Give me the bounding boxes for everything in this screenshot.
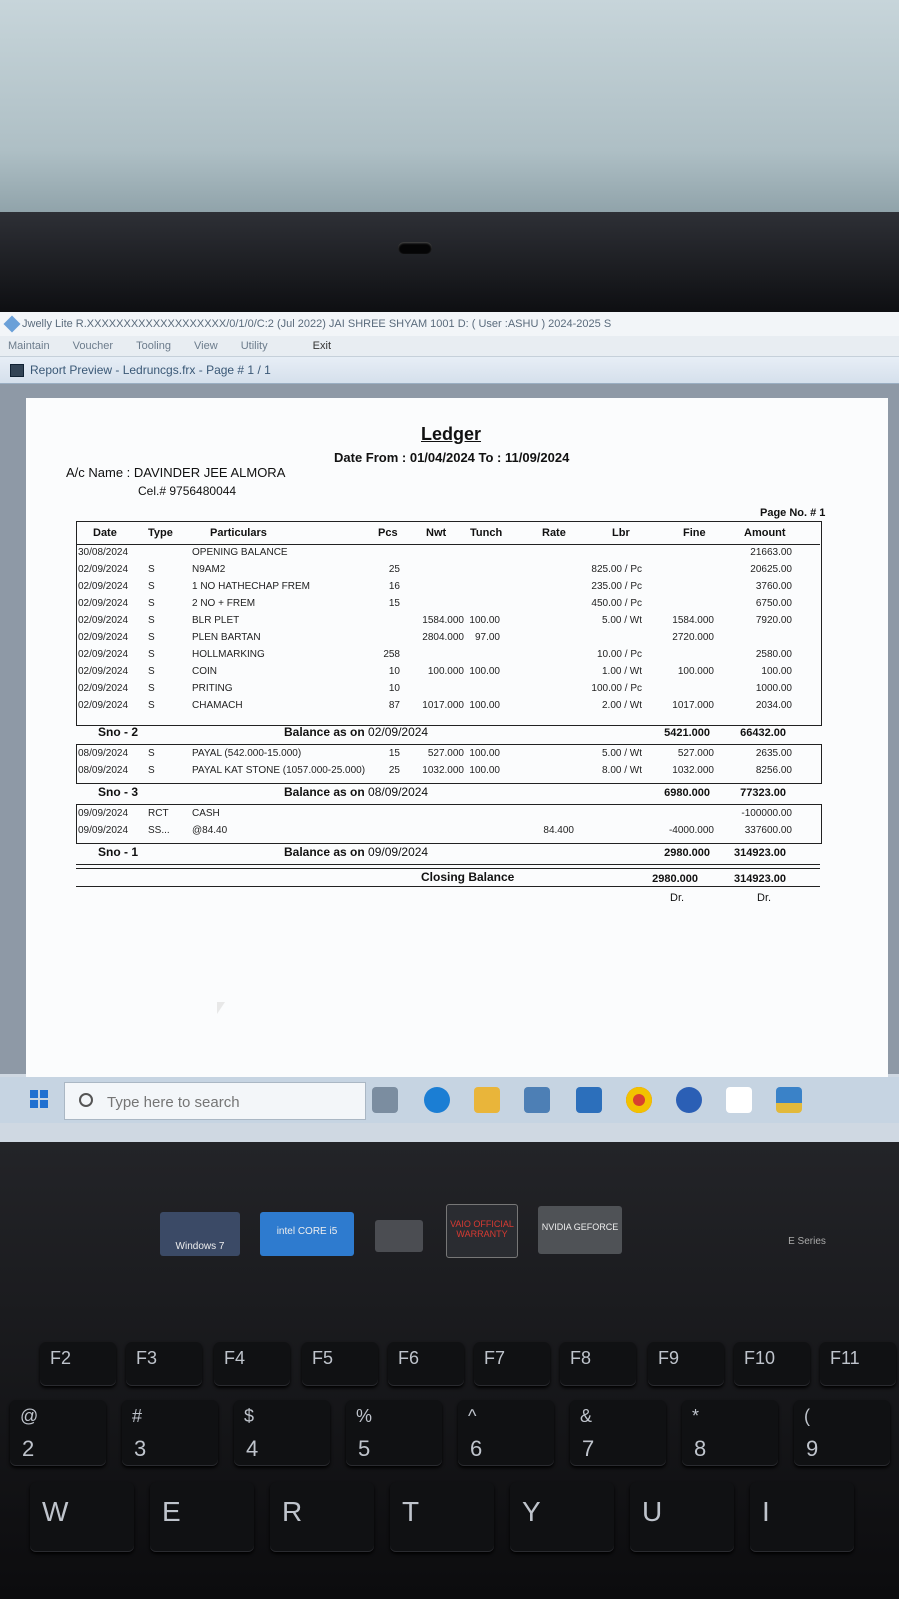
taskbar-wrap <box>0 1077 899 1123</box>
ledger-cell-date: 02/09/2024 <box>78 649 129 660</box>
report-heading: Ledger <box>421 424 482 444</box>
ledger-cell-amount: 2635.00 <box>755 748 792 759</box>
ledger-cell-date: 09/09/2024 <box>78 825 129 836</box>
key-label: E <box>162 1496 181 1527</box>
closing-amount: 314923.00 <box>734 873 786 885</box>
column-header-fine: Fine <box>683 527 706 539</box>
ledger-cell-tunch: 100.00 <box>469 765 500 776</box>
e-series-label: E Series <box>788 1236 826 1247</box>
key-7 <box>570 1400 666 1466</box>
ledger-cell-amount: 1000.00 <box>755 683 792 694</box>
balance-date: 09/09/2024 <box>368 845 429 859</box>
ledger-table-group-3 <box>76 804 822 844</box>
key-label: U <box>642 1496 663 1527</box>
key-5 <box>346 1400 442 1466</box>
ledger-cell-particulars: PLEN BARTAN <box>192 632 261 643</box>
key-y <box>510 1482 614 1552</box>
balance-amount: 77323.00 <box>740 787 786 799</box>
menu-exit[interactable]: Exit <box>312 340 332 352</box>
chrome-icon[interactable] <box>626 1087 652 1113</box>
key-label: I <box>762 1496 770 1527</box>
ledger-cell-nwt: 2804.000 <box>422 632 464 643</box>
ledger-cell-pcs: 25 <box>388 765 400 776</box>
file-explorer-icon[interactable] <box>474 1087 500 1113</box>
media-player-icon[interactable] <box>676 1087 702 1113</box>
ledger-cell-tunch: 100.00 <box>469 748 500 759</box>
menu-utility[interactable]: Utility <box>240 340 268 352</box>
app-title: Jwelly Lite R.XXXXXXXXXXXXXXXXXXX/0/1/0/C:2 (Jul 2022) JAI SHREE SHYAM 1001 D: ( User :ASHU ) 2024-2025 S <box>22 318 612 330</box>
key-label: F4 <box>224 1348 246 1368</box>
ledger-cell-type: S <box>148 581 155 592</box>
menu-view[interactable]: View <box>194 340 218 352</box>
ledger-cell-nwt: 100.000 <box>427 666 464 677</box>
ledger-cell-date: 02/09/2024 <box>78 564 129 575</box>
balance-amount: 66432.00 <box>740 727 786 739</box>
key-4 <box>234 1400 330 1466</box>
closing-top-rule <box>76 864 820 865</box>
ledger-cell-amount: 3760.00 <box>755 581 792 592</box>
closing-bottom-rule <box>76 886 820 887</box>
sno-label: Sno - 1 <box>98 845 139 859</box>
ledger-cell-type: S <box>148 598 155 609</box>
ledger-cell-pcs: 258 <box>383 649 400 660</box>
column-header-particulars: Particulars <box>210 527 267 539</box>
key-f5 <box>302 1342 378 1386</box>
ledger-cell-particulars: 1 NO HATHECHAP FREM <box>192 581 310 592</box>
ledger-cell-date: 02/09/2024 <box>78 632 129 643</box>
ledger-cell-amount: 6750.00 <box>755 598 792 609</box>
key-shift-label: # <box>132 1406 143 1426</box>
key-f6 <box>388 1342 464 1386</box>
ledger-cell-particulars: CASH <box>192 808 220 819</box>
ledger-cell-nwt: 1017.000 <box>422 700 464 711</box>
ledger-cell-pcs: 15 <box>388 748 400 759</box>
key-label: F2 <box>50 1348 72 1368</box>
balance-amount: 314923.00 <box>734 847 786 859</box>
report-page <box>26 398 888 1083</box>
menu-voucher[interactable]: Voucher <box>72 340 114 352</box>
ledger-cell-fine: 527.000 <box>677 748 714 759</box>
ledger-cell-type: S <box>148 564 155 575</box>
ledger-cell-lbr: 100.00 / Pc <box>591 683 642 694</box>
ledger-cell-nwt: 1584.000 <box>422 615 464 626</box>
ledger-cell-type: S <box>148 748 155 759</box>
report-window-icon <box>10 364 24 377</box>
ledger-cell-nwt: 527.000 <box>427 748 464 759</box>
key-label: T <box>402 1496 420 1527</box>
ledger-cell-pcs: 10 <box>388 666 400 677</box>
ledger-cell-type: S <box>148 683 155 694</box>
page-number: Page No. # 1 <box>760 507 826 519</box>
ledger-cell-particulars: PAYAL KAT STONE (1057.000-25.000) <box>192 765 366 776</box>
app-menubar <box>0 336 899 357</box>
key-shift-label: % <box>356 1406 373 1426</box>
key-shift-label: & <box>580 1406 593 1426</box>
energy-star-sticker <box>375 1220 423 1252</box>
ledger-cell-lbr: 2.00 / Wt <box>601 700 642 711</box>
key-f9 <box>648 1342 724 1386</box>
ledger-cell-particulars: HOLLMARKING <box>192 649 265 660</box>
report-preview-titlebar <box>0 357 899 384</box>
ledger-cell-date: 02/09/2024 <box>78 683 129 694</box>
balance-fine: 5421.000 <box>664 727 710 739</box>
ledger-cell-date: 08/09/2024 <box>78 765 129 776</box>
key-shift-label: ( <box>804 1406 810 1426</box>
ledger-cell-amount: 21663.00 <box>750 547 792 558</box>
key-9 <box>794 1400 890 1466</box>
key-label: 2 <box>22 1436 35 1461</box>
key-shift-label: $ <box>244 1406 255 1426</box>
ledger-cell-particulars: OPENING BALANCE <box>192 547 288 558</box>
report-date-range: Date From : 01/04/2024 To : 11/09/2024 <box>334 450 570 465</box>
key-label: 5 <box>358 1436 371 1461</box>
taskbar-search-input[interactable] <box>105 1091 309 1113</box>
key-shift-label: ^ <box>468 1406 477 1426</box>
ledger-cell-date: 02/09/2024 <box>78 598 129 609</box>
edge-browser-icon[interactable] <box>424 1087 450 1113</box>
key-label: F9 <box>658 1348 680 1368</box>
intel-sticker: intel CORE i5 <box>260 1212 354 1256</box>
ledger-cell-lbr: 10.00 / Pc <box>596 649 642 660</box>
ledger-cell-amount: 2034.00 <box>755 700 792 711</box>
key-f2 <box>40 1342 116 1386</box>
key-label: W <box>42 1496 69 1527</box>
key-label: 6 <box>470 1436 483 1461</box>
ledger-cell-date: 30/08/2024 <box>78 547 129 558</box>
windows-taskbar <box>0 1077 899 1123</box>
windows7-sticker: Windows 7 <box>160 1212 240 1256</box>
ledger-cell-rate: 84.400 <box>543 825 574 836</box>
key-f4 <box>214 1342 290 1386</box>
ledger-cell-pcs: 15 <box>388 598 400 609</box>
laptop-bezel <box>0 212 899 312</box>
ledger-cell-fine: 2720.000 <box>672 632 714 643</box>
ledger-cell-type: S <box>148 700 155 711</box>
ledger-cell-date: 08/09/2024 <box>78 748 129 759</box>
key-label: 9 <box>806 1436 819 1461</box>
ledger-cell-particulars: 2 NO + FREM <box>192 598 256 609</box>
balance-date: 02/09/2024 <box>368 725 429 739</box>
key-label: F6 <box>398 1348 420 1368</box>
key-f10 <box>734 1342 810 1386</box>
key-label: 7 <box>582 1436 595 1461</box>
ledger-cell-amount: -100000.00 <box>741 808 792 819</box>
ledger-cell-nwt: 1032.000 <box>422 765 464 776</box>
key-e <box>150 1482 254 1552</box>
ledger-cell-lbr: 450.00 / Pc <box>591 598 642 609</box>
ledger-cell-lbr: 825.00 / Pc <box>591 564 642 575</box>
laptop-keyboard-deck <box>0 1142 899 1599</box>
ledger-cell-amount: 8256.00 <box>755 765 792 776</box>
column-header-tunch: Tunch <box>470 527 503 539</box>
key-f3 <box>126 1342 202 1386</box>
ledger-cell-date: 02/09/2024 <box>78 615 129 626</box>
store-icon[interactable] <box>524 1087 550 1113</box>
nvidia-sticker: NVIDIA GEFORCE <box>538 1206 622 1254</box>
key-f7 <box>474 1342 550 1386</box>
key-label: Y <box>522 1496 541 1527</box>
column-header-amount: Amount <box>744 527 786 539</box>
ledger-cell-particulars: PRITING <box>192 683 233 694</box>
key-f8 <box>560 1342 636 1386</box>
mouse-cursor-icon <box>217 1002 225 1014</box>
column-header-date: Date <box>93 527 117 539</box>
ledger-cell-fine: 1017.000 <box>672 700 714 711</box>
task-view-icon[interactable] <box>372 1087 398 1113</box>
key-2 <box>10 1400 106 1466</box>
ledger-cell-lbr: 5.00 / Wt <box>601 748 642 759</box>
key-3 <box>122 1400 218 1466</box>
search-icon <box>79 1093 93 1107</box>
ledger-cell-fine: 1584.000 <box>672 615 714 626</box>
report-preview-title: Report Preview - Ledruncgs.frx - Page # 1 / 1 <box>30 363 271 377</box>
ledger-cell-lbr: 8.00 / Wt <box>601 765 642 776</box>
ledger-cell-particulars: PAYAL (542.000-15.000) <box>192 748 302 759</box>
ledger-cell-date: 09/09/2024 <box>78 808 129 819</box>
closing-amount-suffix: Dr. <box>757 892 772 904</box>
ledger-cell-type: S <box>148 615 155 626</box>
ledger-cell-particulars: N9AM2 <box>192 564 226 575</box>
ledger-cell-pcs: 10 <box>388 683 400 694</box>
key-i <box>750 1482 854 1552</box>
ledger-cell-tunch: 100.00 <box>469 615 500 626</box>
header-rule <box>76 544 820 545</box>
ledger-cell-particulars: COIN <box>192 666 217 677</box>
app-titlebar <box>0 312 899 336</box>
ledger-cell-pcs: 25 <box>388 564 400 575</box>
ledger-cell-fine: 1032.000 <box>672 765 714 776</box>
key-label: F7 <box>484 1348 506 1368</box>
key-label: F11 <box>830 1348 860 1368</box>
ledger-cell-lbr: 235.00 / Pc <box>591 581 642 592</box>
ledger-cell-date: 02/09/2024 <box>78 700 129 711</box>
ledger-cell-type: S <box>148 649 155 660</box>
ledger-cell-type: S <box>148 666 155 677</box>
app-logo-icon <box>4 316 21 333</box>
ledger-cell-amount: 2580.00 <box>755 649 792 660</box>
closing-fine: 2980.000 <box>652 873 698 885</box>
closing-top-rule-2 <box>76 868 820 869</box>
ledger-cell-particulars: CHAMACH <box>192 700 243 711</box>
key-label: F5 <box>312 1348 334 1368</box>
key-shift-label: @ <box>20 1406 39 1426</box>
key-r <box>270 1482 374 1552</box>
ledger-cell-type: S <box>148 765 155 776</box>
ledger-cell-type: S <box>148 632 155 643</box>
balance-fine: 6980.000 <box>664 787 710 799</box>
key-label: 8 <box>694 1436 707 1461</box>
balance-label: Balance as on 02/09/2024 <box>284 725 429 739</box>
menu-maintain[interactable]: Maintain <box>8 340 50 352</box>
balance-fine: 2980.000 <box>664 847 710 859</box>
ledger-cell-pcs: 87 <box>388 700 400 711</box>
app-pinned-icon[interactable] <box>776 1087 802 1113</box>
ledger-cell-pcs: 16 <box>388 581 400 592</box>
key-6 <box>458 1400 554 1466</box>
vaio-sticker: VAIO OFFICIAL WARRANTY <box>446 1204 518 1258</box>
ledger-cell-tunch: 100.00 <box>469 666 500 677</box>
webcam <box>398 242 432 254</box>
account-cell: Cel.# 9756480044 <box>138 484 237 498</box>
balance-date: 08/09/2024 <box>368 785 429 799</box>
jwelly-app-icon[interactable] <box>726 1087 752 1113</box>
key-label: R <box>282 1496 303 1527</box>
menu-tooling[interactable]: Tooling <box>136 340 171 352</box>
windows-start-icon[interactable] <box>30 1090 48 1108</box>
ledger-cell-particulars: BLR PLET <box>192 615 240 626</box>
balance-label: Balance as on 09/09/2024 <box>284 845 429 859</box>
key-label: F8 <box>570 1348 592 1368</box>
column-header-rate: Rate <box>542 527 566 539</box>
key-label: 3 <box>134 1436 147 1461</box>
key-label: F10 <box>744 1348 776 1368</box>
wall-background <box>0 0 899 215</box>
ledger-cell-amount: 100.00 <box>761 666 792 677</box>
ledger-cell-tunch: 97.00 <box>474 632 500 643</box>
key-label: F3 <box>136 1348 158 1368</box>
ledger-cell-lbr: 5.00 / Wt <box>601 615 642 626</box>
key-u <box>630 1482 734 1552</box>
sno-label: Sno - 3 <box>98 785 139 799</box>
ledger-cell-amount: 7920.00 <box>755 615 792 626</box>
ledger-cell-date: 02/09/2024 <box>78 666 129 677</box>
sno-label: Sno - 2 <box>98 725 139 739</box>
ledger-cell-lbr: 1.00 / Wt <box>601 666 642 677</box>
ledger-cell-fine: -4000.000 <box>668 825 714 836</box>
key-w <box>30 1482 134 1552</box>
key-t <box>390 1482 494 1552</box>
key-label: 4 <box>246 1436 259 1461</box>
ledger-cell-type: RCT <box>148 808 169 819</box>
key-8 <box>682 1400 778 1466</box>
ledger-cell-fine: 100.000 <box>677 666 714 677</box>
taskbar-search[interactable] <box>64 1082 366 1120</box>
mail-icon[interactable] <box>576 1087 602 1113</box>
closing-balance-label: Closing Balance <box>421 870 515 884</box>
balance-label: Balance as on 08/09/2024 <box>284 785 429 799</box>
column-header-pcs: Pcs <box>378 527 398 539</box>
column-header-type: Type <box>148 527 173 539</box>
key-f11 <box>820 1342 896 1386</box>
column-header-lbr: Lbr <box>612 527 630 539</box>
ledger-cell-tunch: 100.00 <box>469 700 500 711</box>
closing-fine-suffix: Dr. <box>670 892 685 904</box>
ledger-cell-amount: 20625.00 <box>750 564 792 575</box>
column-header-nwt: Nwt <box>426 527 447 539</box>
ledger-cell-amount: 337600.00 <box>744 825 792 836</box>
account-name: A/c Name : DAVINDER JEE ALMORA <box>66 465 286 480</box>
ledger-cell-type: SS... <box>148 825 170 836</box>
ledger-cell-particulars: @84.40 <box>192 825 228 836</box>
key-shift-label: * <box>692 1406 700 1426</box>
ledger-cell-date: 02/09/2024 <box>78 581 129 592</box>
